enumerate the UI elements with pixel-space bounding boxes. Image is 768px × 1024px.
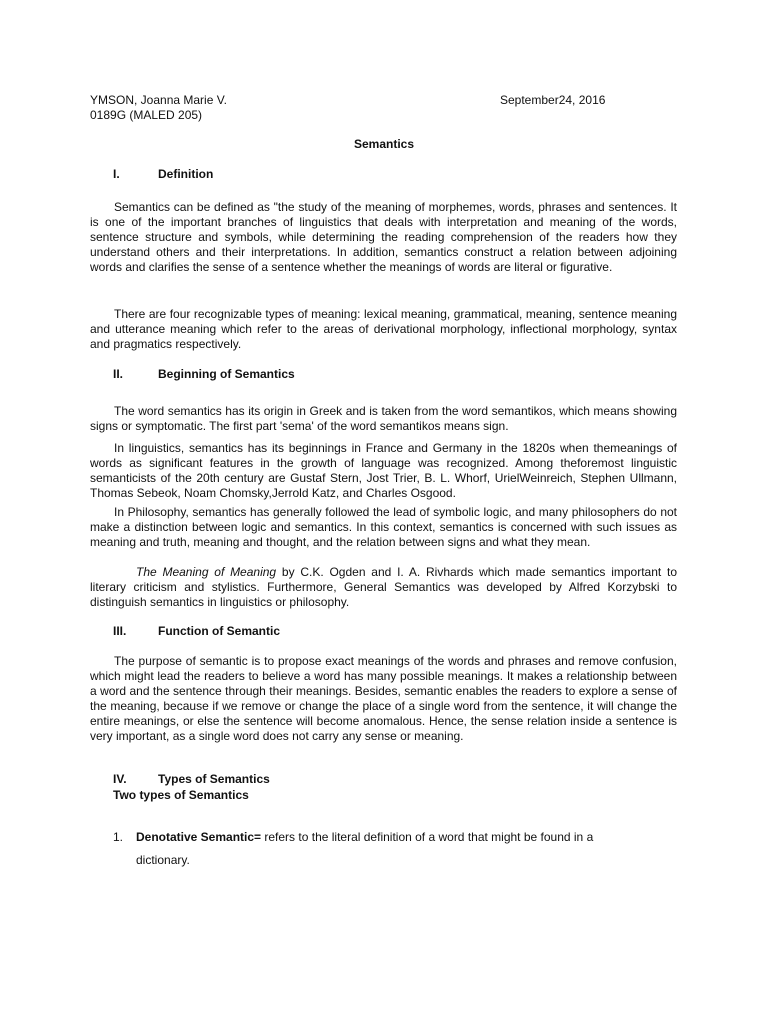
section-2-paragraph-4-rest: by C.K. Ogden and I. A. Rivhards which made semantics important to literary criticism and stylistics. Furthermore, General Semantics was developed by Alfred Korzybski to distinguish semantics in linguistics or philosophy. [90,565,678,609]
section-2-heading: Beginning of Semantics [158,367,295,381]
list-item-term: Denotative Semantic= [136,830,262,844]
section-2-paragraph-3: In Philosophy, semantics has generally followed the lead of symbolic logic, and many philosophers do not make a distinction between logic and semantics. In this context, semantics is concerned with such issues as meaning and truth, meaning and thought, and the relation between signs and what they mean. [90,505,677,549]
page-title: Semantics [353,137,415,151]
document-date: September24, 2016 [500,93,606,107]
list-item-number: 1. [113,830,124,844]
course-code: 0189G (MALED 205) [90,108,203,122]
section-3-heading: Function of Semantic [158,624,281,638]
section-2-paragraph-2: In linguistics, semantics has its beginnings in France and Germany in the 1820s when themeanings of words as significant features in the growth of language was recognized. Among theforemost linguistic semanticists of the 20th century are Gustaf Stern, Jost Trier, B. L. Whorf, UrielWeinreich, Stephen Ullmann, Thomas Sebeok, Noam Chomsky,Jerrold Katz, and Charles Osgood. [90,441,677,500]
list-item-definition: refers to the literal definition of a word that might be found in a [261,830,594,844]
section-1-heading: Definition [158,167,214,181]
section-2-paragraph-1: The word semantics has its origin in Greek and is taken from the word semantikos, which means showing signs or symptomatic. The first part 'sema' of the word semantikos means sign. [90,404,677,433]
author-name: YMSON, Joanna Marie V. [90,93,227,107]
section-3-paragraph-1: The purpose of semantic is to propose exact meanings of the words and phrases and remove confusion, which might lead the readers to believe a word has many possible meanings. It makes a relationship between a word and the sentence through their meanings. Besides, semantic enables the readers to explore a sense of the meaning, because if we remove or change the place of a single word from the sentence, it will change the entire meanings, or else the sentence will become anomalous. Hence, the sense relation inside a sentence is very important, as a single word does not carry any sense or meaning. [90,654,677,743]
book-title: The Meaning of Meaning [136,565,277,579]
section-4-subheading: Two types of Semantics [113,788,249,802]
section-4-heading: Types of Semantics [158,772,270,786]
section-4-numeral: IV. [113,772,127,786]
section-1-paragraph-1: Semantics can be defined as "the study of the meaning of morphemes, words, phrases and sentences. It is one of the important branches of linguistics that deals with interpretation and meaning of the words, sentence structure and symbols, while determining the reading comprehension of the readers how they understand others and their interpretations. In addition, semantics construct a relation between adjoining words and clarifies the sense of a sentence whether the meanings of words are literal or figurative. [90,200,677,274]
section-2-numeral: II. [113,367,124,381]
list-item-definition-continued: dictionary. [136,853,190,867]
list-item [136,830,656,845]
section-1-numeral: I. [113,167,120,181]
section-1-paragraph-2: There are four recognizable types of meaning: lexical meaning, grammatical, meaning, sentence meaning and utterance meaning which refer to the areas of derivational morphology, inflectional morphology, syntax and pragmatics respectively. [90,307,677,351]
section-2-paragraph-4 [90,565,677,610]
section-3-numeral: III. [113,624,127,638]
